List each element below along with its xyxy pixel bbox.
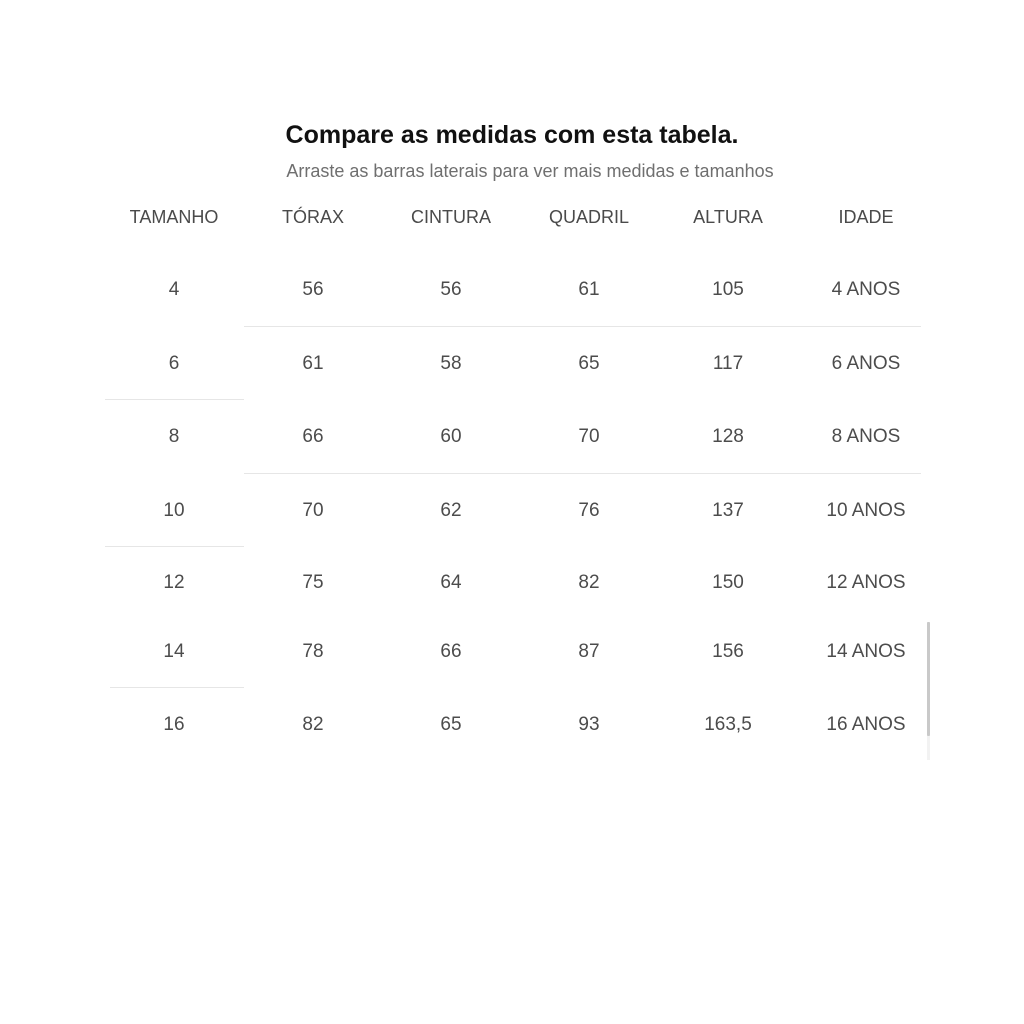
cell-idade: 4 ANOS: [831, 279, 901, 300]
cell-cintura: 58: [440, 353, 462, 374]
table-row: [105, 688, 935, 761]
cell-altura: 137: [712, 500, 744, 521]
cell-tamanho: 16: [163, 714, 185, 735]
cell-tamanho: 14: [163, 641, 185, 662]
cell-quadril: 82: [578, 572, 600, 593]
column-header-cintura: CINTURA: [411, 207, 491, 227]
cell-tamanho: 4: [168, 279, 180, 300]
cell-idade: 12 ANOS: [826, 572, 906, 593]
column-header-quadril: QUADRIL: [548, 207, 629, 227]
cell-quadril: 76: [578, 500, 600, 521]
table-row: [105, 615, 935, 688]
cell-quadril: 87: [578, 641, 600, 662]
cell-torax: 70: [302, 500, 324, 521]
page-title: Compare as medidas com esta tabela.: [285, 121, 739, 149]
table-row: [105, 327, 935, 400]
cell-altura: 163,5: [704, 714, 752, 735]
cell-tamanho: 6: [168, 353, 180, 374]
cell-idade: 16 ANOS: [826, 714, 906, 735]
cell-torax: 82: [302, 714, 324, 735]
cell-torax: 61: [302, 353, 324, 374]
cell-altura: 150: [712, 572, 744, 593]
cell-idade: 6 ANOS: [831, 353, 901, 374]
cell-cintura: 64: [440, 572, 462, 593]
column-header-altura: ALTURA: [693, 207, 763, 227]
column-header-tamanho: TAMANHO: [129, 207, 219, 227]
column-header-idade: IDADE: [838, 207, 894, 227]
cell-idade: 8 ANOS: [831, 426, 901, 447]
column-header-torax: TÓRAX: [281, 207, 344, 227]
cell-quadril: 93: [578, 714, 600, 735]
page-subtitle: Arraste as barras laterais para ver mais medidas e tamanhos: [286, 161, 774, 181]
table-scrollbar[interactable]: [927, 622, 930, 760]
cell-idade: 14 ANOS: [826, 641, 906, 662]
table-row: [105, 546, 935, 619]
cell-quadril: 65: [578, 353, 600, 374]
cell-torax: 75: [302, 572, 324, 593]
cell-altura: 105: [712, 279, 744, 300]
cell-cintura: 56: [440, 279, 462, 300]
cell-torax: 66: [302, 426, 324, 447]
cell-altura: 128: [712, 426, 744, 447]
cell-torax: 56: [302, 279, 324, 300]
cell-cintura: 60: [440, 426, 462, 447]
cell-idade: 10 ANOS: [826, 500, 906, 521]
cell-torax: 78: [302, 641, 324, 662]
cell-quadril: 70: [578, 426, 600, 447]
size-table[interactable]: [105, 195, 935, 765]
cell-tamanho: 10: [163, 500, 185, 521]
table-row: [105, 253, 935, 326]
cell-quadril: 61: [578, 279, 600, 300]
table-header-row: [105, 195, 935, 239]
cell-cintura: 65: [440, 714, 462, 735]
table-row: [105, 474, 935, 547]
table-row: [105, 400, 935, 473]
scrollbar-thumb[interactable]: [927, 622, 930, 736]
cell-cintura: 62: [440, 500, 462, 521]
cell-tamanho: 12: [163, 572, 185, 593]
cell-altura: 156: [712, 641, 744, 662]
cell-cintura: 66: [440, 641, 462, 662]
cell-altura: 117: [712, 353, 744, 374]
cell-tamanho: 8: [168, 426, 180, 447]
